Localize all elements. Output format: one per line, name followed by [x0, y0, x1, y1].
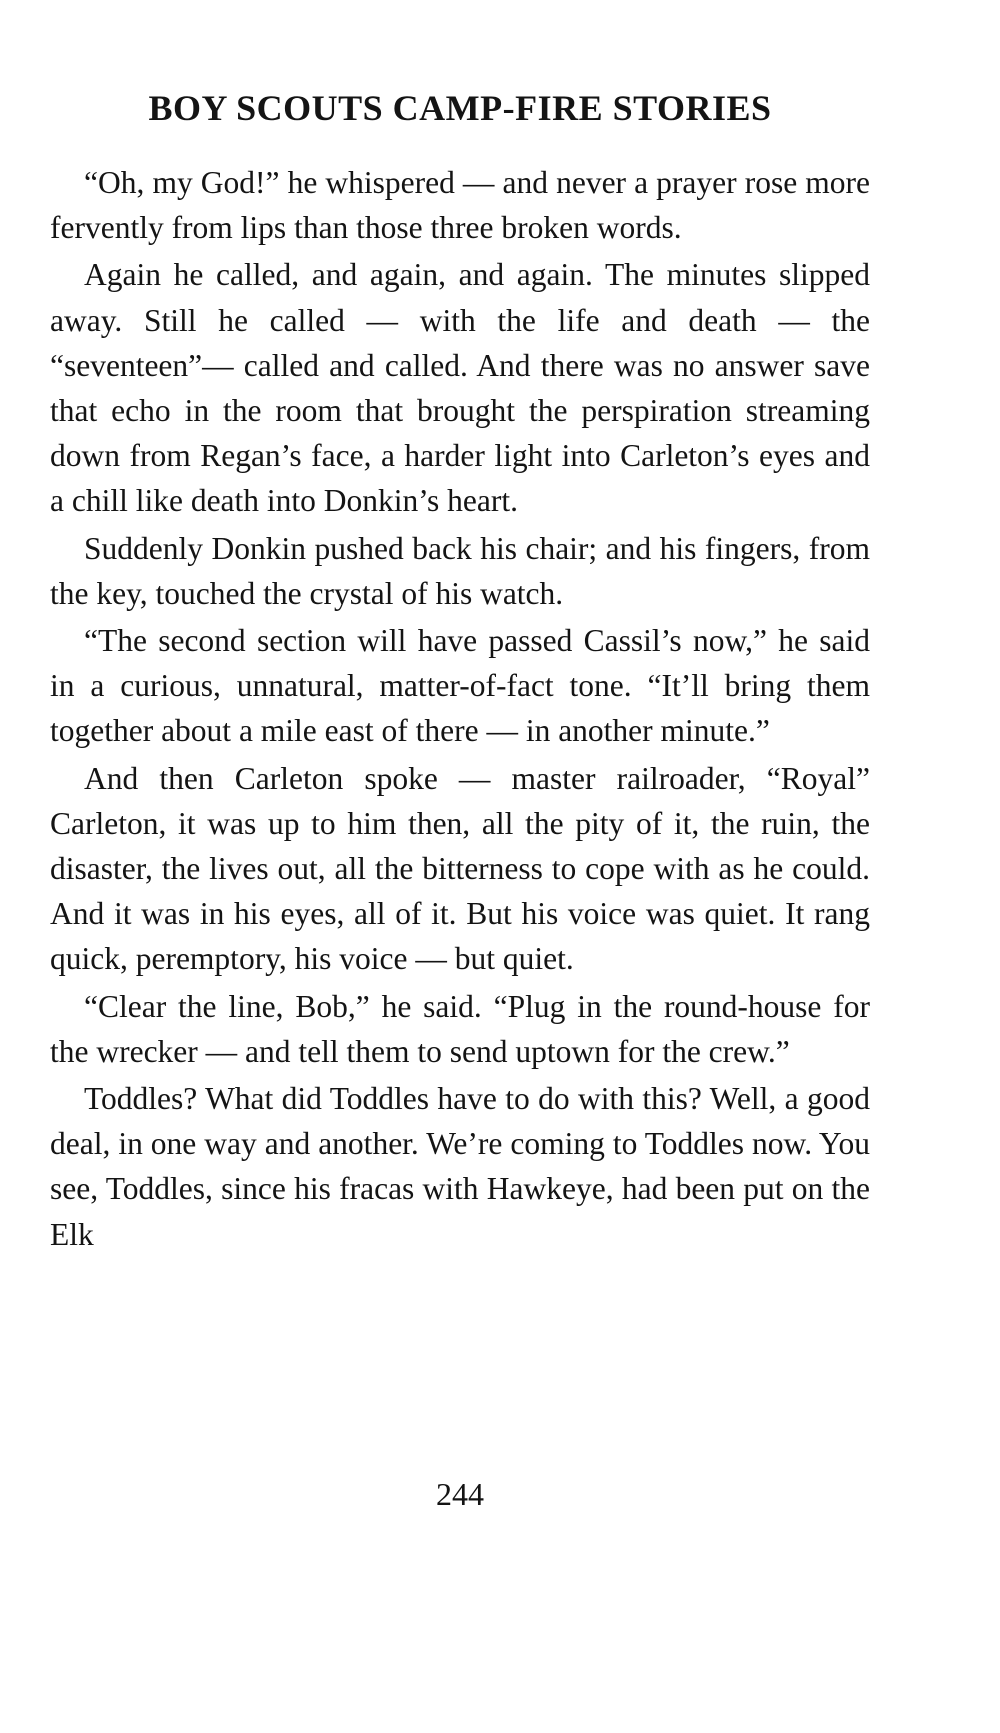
body-text [50, 160, 870, 1259]
paragraph: “Oh, my God!” he whispered — and never a prayer rose more fervently from lips than those three broken words. [50, 165, 870, 246]
page-number: 244 [436, 1476, 484, 1512]
paragraph: Toddles? What did Toddles have to do with this? Well, a good deal, in one way and another. We’re coming to Toddles now. You see, Toddles, since his fracas with Hawkeye, had been put on the Elk [50, 1081, 870, 1252]
paragraph: “Clear the line, Bob,” he said. “Plug in the round-house for the wrecker — and tell them to send uptown for the crew.” [50, 988, 870, 1069]
paragraph: “The second section will have passed Cassil’s now,” he said in a curious, unnatural, matter-of-fact tone. “It’ll bring them together about a mile east of there — in another minute.” [50, 623, 870, 749]
paragraph: And then Carleton spoke — master railroader, “Royal” Carleton, it was up to him then, all the pity of it, the ruin, the disaster, the lives out, all the bitterness to cope with as he could. And it was in his eyes, all of it. But his voice was quiet. It rang quick, peremptory, his voice — but quiet. [50, 760, 870, 977]
paragraph: Again he called, and again, and again. The minutes slipped away. Still he called — with the life and death — the “seventeen”— called and called. And there was no answer save that echo in the room that brought the perspiration streaming down from Regan’s face, a harder light into Carleton’s eyes and a chill like death into Donkin’s heart. [50, 257, 870, 519]
running-head: BOY SCOUTS CAMP-FIRE STORIES [148, 88, 772, 128]
paragraph: Suddenly Donkin pushed back his chair; and his fingers, from the key, touched the crystal of his watch. [50, 530, 870, 611]
